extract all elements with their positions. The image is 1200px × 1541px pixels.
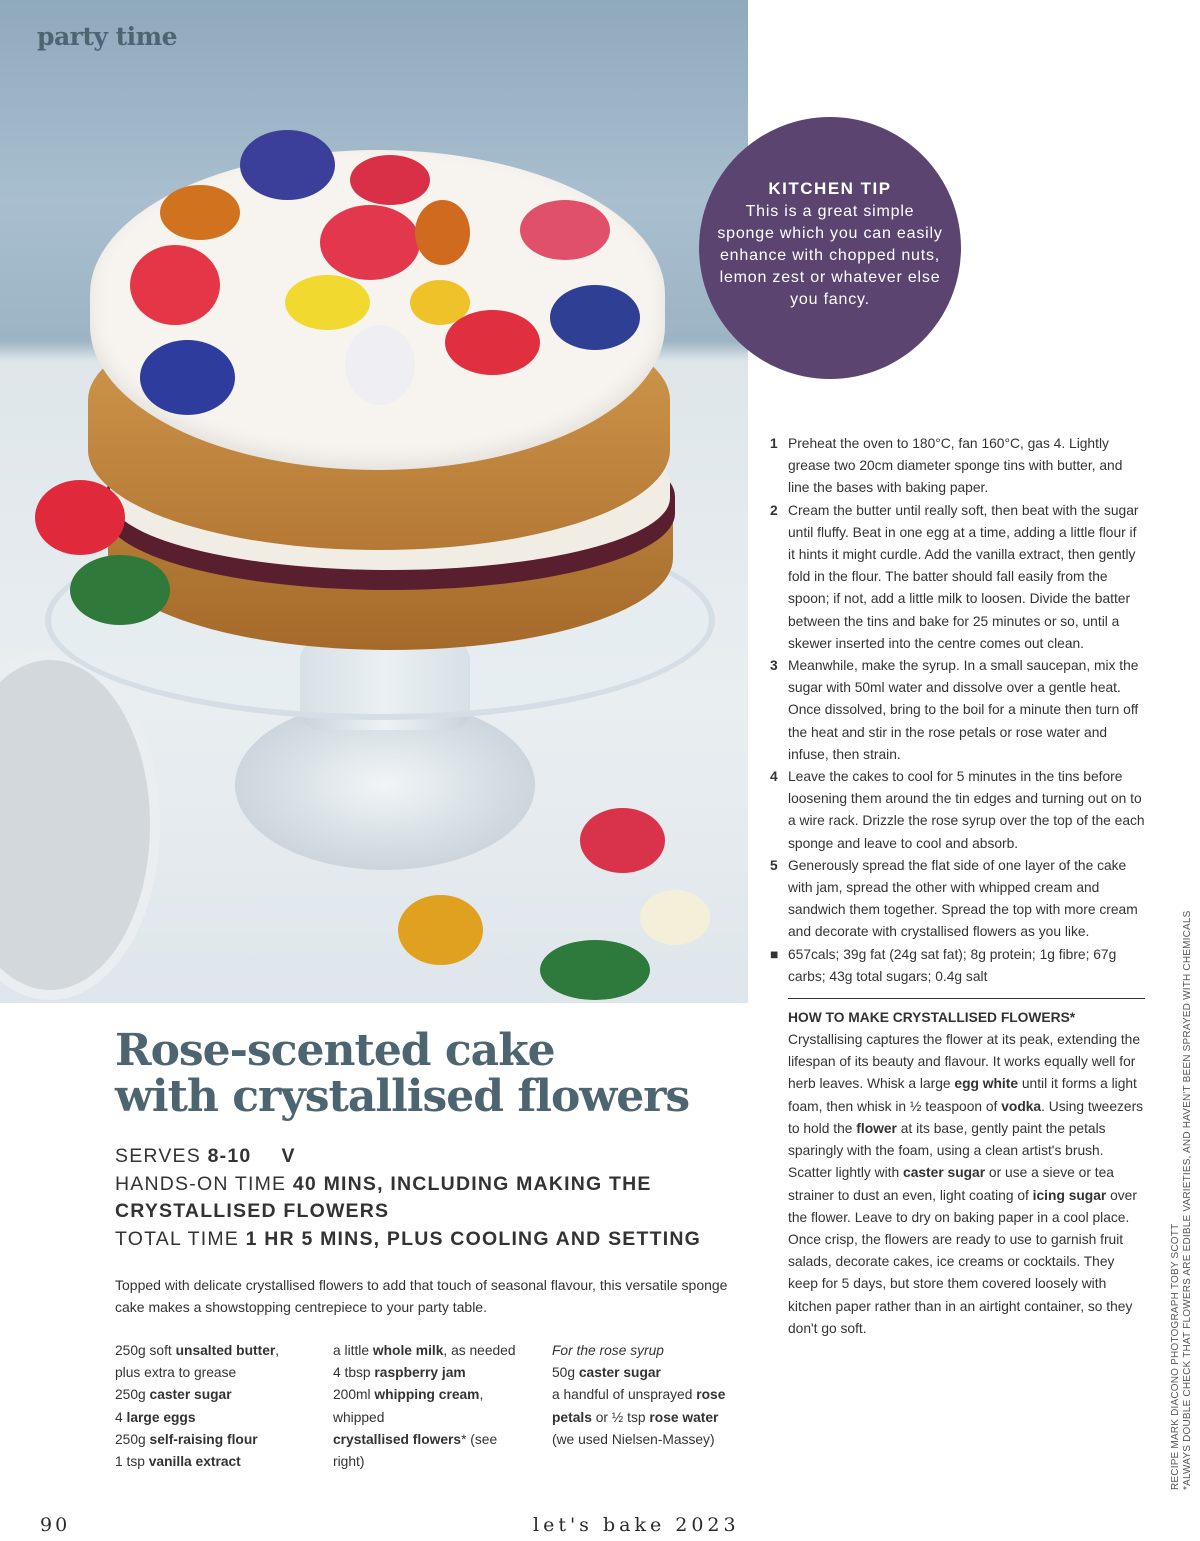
flower xyxy=(285,275,370,330)
text: a little xyxy=(333,1343,373,1358)
text: 250g xyxy=(115,1387,150,1403)
petal xyxy=(520,200,610,260)
page-number: 90 xyxy=(40,1514,71,1536)
text: or ½ tsp xyxy=(591,1409,650,1425)
plates xyxy=(0,650,160,1000)
text: , whipped xyxy=(333,1387,484,1425)
crystallised-body xyxy=(788,1029,1145,1340)
bold-text: rose petals xyxy=(552,1387,726,1425)
flower xyxy=(398,895,483,965)
crystallised-flowers-box xyxy=(788,1007,1145,1340)
credit-line: RECIPE MARK DIACONO PHOTOGRAPH TOBY SCOTT xyxy=(1170,1223,1181,1490)
bold-text: vanilla extract xyxy=(148,1454,241,1470)
step-text: Cream the butter until really soft, then beat with the sugar until fluffy. Beat in one egg at a time, adding a little flour if it hints it might curdle. Add the vanilla extract, then gently fold in the flour. The batter should fall easily from the spoon; if not, add a little milk to loosen. Divide the batter between the tins and bake for 25 minutes or so, until a skewer inserted into the centre comes out clean. xyxy=(788,502,1139,651)
step-number: 5 xyxy=(770,857,778,873)
text: For the rose syrup xyxy=(552,1343,664,1358)
step-number: 4 xyxy=(770,769,778,785)
flower xyxy=(550,285,640,350)
bold-text: raspberry jam xyxy=(374,1365,466,1381)
text: at its base, gently paint the petals sparingly with the foam, using a clean artist's brush. Scatter lightly with xyxy=(788,1120,1106,1181)
step-text: Generously spread the flat side of one layer of the cake with jam, spread the other with whipped cream and sandwich them together. Spread the top with more cream and decorate with crystallised flowers as you like. xyxy=(788,857,1138,940)
flower xyxy=(640,890,710,945)
text: . Using tweezers to hold the xyxy=(788,1098,1144,1136)
text: 200ml xyxy=(333,1387,375,1403)
ingredient-item xyxy=(333,1340,523,1362)
bold-text: flower xyxy=(856,1120,897,1136)
bold-text: caster sugar xyxy=(903,1165,986,1181)
bold-text: egg white xyxy=(954,1076,1019,1092)
ingredient-item xyxy=(115,1429,300,1451)
flower xyxy=(240,130,335,200)
kitchen-tip-badge xyxy=(699,117,961,379)
bold-text: vodka xyxy=(1001,1098,1042,1114)
text: , plus extra to grease xyxy=(115,1343,280,1381)
serves-value: 8-10 xyxy=(207,1145,252,1167)
text: until it forms a light foam, then whisk in ½ teaspoon of xyxy=(788,1076,1137,1114)
ingredient-item xyxy=(115,1340,300,1384)
bold-text: rose water xyxy=(649,1409,719,1425)
title-line: with crystallised flowers xyxy=(115,1071,690,1122)
leaf xyxy=(70,555,170,625)
ingredient-item xyxy=(333,1362,523,1384)
petal xyxy=(580,808,665,873)
ingredient-item xyxy=(552,1384,732,1451)
vegetarian-mark: V xyxy=(281,1145,296,1167)
method-column xyxy=(770,433,1145,1340)
method-step xyxy=(770,766,1145,855)
method-step xyxy=(770,655,1145,766)
bold-text: caster sugar xyxy=(578,1365,661,1381)
method-step xyxy=(770,500,1145,655)
flower xyxy=(160,185,240,240)
ingredient-item xyxy=(115,1407,300,1429)
bold-text: crystallised flowers xyxy=(333,1431,462,1447)
petal xyxy=(35,480,125,555)
bold-text: icing sugar xyxy=(1032,1187,1107,1203)
text: Crystallising captures the flower at its peak, extending the lifespan of its beauty and flavour. It works equally well for herb leaves. Whisk a large xyxy=(788,1032,1141,1092)
ingredient-item xyxy=(333,1384,523,1428)
credits xyxy=(1170,910,1194,1490)
serves-label: SERVES xyxy=(115,1145,201,1167)
leaf xyxy=(540,940,650,1000)
bold-text: unsalted butter xyxy=(175,1343,276,1358)
step-number: 2 xyxy=(770,502,778,518)
total-time-value: 1 HR 5 MINS, PLUS COOLING AND SETTING xyxy=(245,1227,701,1250)
text: 250g soft xyxy=(115,1343,176,1358)
method-step xyxy=(770,433,1145,500)
recipe-title xyxy=(115,1025,690,1122)
petal xyxy=(130,245,220,325)
kitchen-tip-heading: KITCHEN TIP xyxy=(768,179,892,198)
step-text: Meanwhile, make the syrup. In a small saucepan, mix the sugar with 50ml water and dissolve over a gentle heat. Once dissolved, bring to the boil for a minute then turn off the heat and stir in the rose petals or rose water and infuse, then strain. xyxy=(788,658,1139,762)
section-label: party time xyxy=(37,22,178,51)
flower xyxy=(140,340,235,415)
bold-text: whole milk xyxy=(372,1343,444,1358)
ingredient-item xyxy=(115,1384,300,1406)
text: a handful of unsprayed xyxy=(552,1387,697,1403)
ingredient-item xyxy=(552,1340,732,1362)
text: 50g xyxy=(552,1365,579,1381)
bold-text: whipping cream xyxy=(374,1387,480,1403)
text: 4 tbsp xyxy=(333,1365,375,1381)
petal xyxy=(320,205,420,280)
petal xyxy=(350,155,430,205)
flower xyxy=(415,200,470,265)
bold-text: self-raising flour xyxy=(149,1431,258,1447)
step-text: Leave the cakes to cool for 5 minutes in the tins before loosening them around the tin edges and turning out on to a wire rack. Drizzle the rose syrup over the top of the each sponge and leave to cool and absorb. xyxy=(788,769,1145,851)
step-number: 1 xyxy=(770,436,778,451)
title-line: Rose-scented cake xyxy=(115,1025,555,1076)
bold-text: large eggs xyxy=(126,1409,196,1425)
crystallised-heading: HOW TO MAKE CRYSTALLISED FLOWERS* xyxy=(788,1010,1076,1026)
flower xyxy=(345,325,415,405)
text: , as needed xyxy=(443,1343,516,1358)
text: over the flower. Leave to dry on baking paper in a cool place. Once crisp, the flowers are ready to use to garnish fruit salads, decorate cakes, ice creams or cocktails. They keep for 5 days, but store them covered loosely with kitchen paper rather than in an airtight container, so they don't go soft. xyxy=(788,1187,1137,1336)
text: 250g xyxy=(115,1431,150,1447)
hands-on-value: 40 MINS, INCLUDING MAKING THE CRYSTALLISED FLOWERS xyxy=(115,1172,652,1222)
recipe-meta xyxy=(115,1143,755,1253)
step-number: ■ xyxy=(770,946,779,962)
method-step xyxy=(770,944,1145,988)
cake-photo xyxy=(0,0,748,1003)
ingredients-column xyxy=(333,1340,523,1473)
ingredient-item xyxy=(552,1362,732,1384)
text: (we used Nielsen-Massey) xyxy=(552,1431,715,1447)
step-text: Preheat the oven to 180°C, fan 160°C, gas 4. Lightly grease two 20cm diameter sponge tins with butter, and line the bases with baking paper. xyxy=(788,436,1123,496)
ingredient-item xyxy=(115,1451,300,1473)
step-text: 657cals; 39g fat (24g sat fat); 8g protein; 1g fibre; 67g carbs; 43g total sugars; 0.4g salt xyxy=(788,946,1117,984)
ingredient-item xyxy=(333,1429,523,1473)
text: 4 xyxy=(115,1409,127,1425)
total-time-label: TOTAL TIME xyxy=(115,1227,239,1250)
text: or use a sieve or tea strainer to dust an even, light coating of xyxy=(788,1165,1114,1203)
ingredients-column xyxy=(552,1340,732,1451)
petal xyxy=(445,310,540,375)
method-step xyxy=(770,855,1145,944)
text: 1 tsp xyxy=(115,1454,149,1470)
step-number: 3 xyxy=(770,658,778,674)
magazine-footer: let's bake 2023 xyxy=(533,1514,740,1536)
kitchen-tip-text: This is a great simple sponge which you can easily enhance with chopped nuts, lemon zest or whatever else you fancy. xyxy=(717,203,943,308)
text: * (see right) xyxy=(333,1431,498,1470)
method-steps xyxy=(770,433,1145,988)
hands-on-label: HANDS-ON TIME xyxy=(115,1172,287,1195)
divider xyxy=(788,998,1145,999)
ingredients-column xyxy=(115,1340,300,1473)
bold-text: caster sugar xyxy=(149,1387,232,1403)
disclaimer-line: *ALWAYS DOUBLE CHECK THAT FLOWERS ARE EDIBLE VARIETIES, AND HAVEN'T BEEN SPRAYED WITH CHEMICALS xyxy=(1182,910,1193,1490)
intro-text: Topped with delicate crystallised flowers to add that touch of seasonal flavour, this versatile sponge cake makes a showstopping centrepiece to your party table. xyxy=(115,1277,728,1315)
